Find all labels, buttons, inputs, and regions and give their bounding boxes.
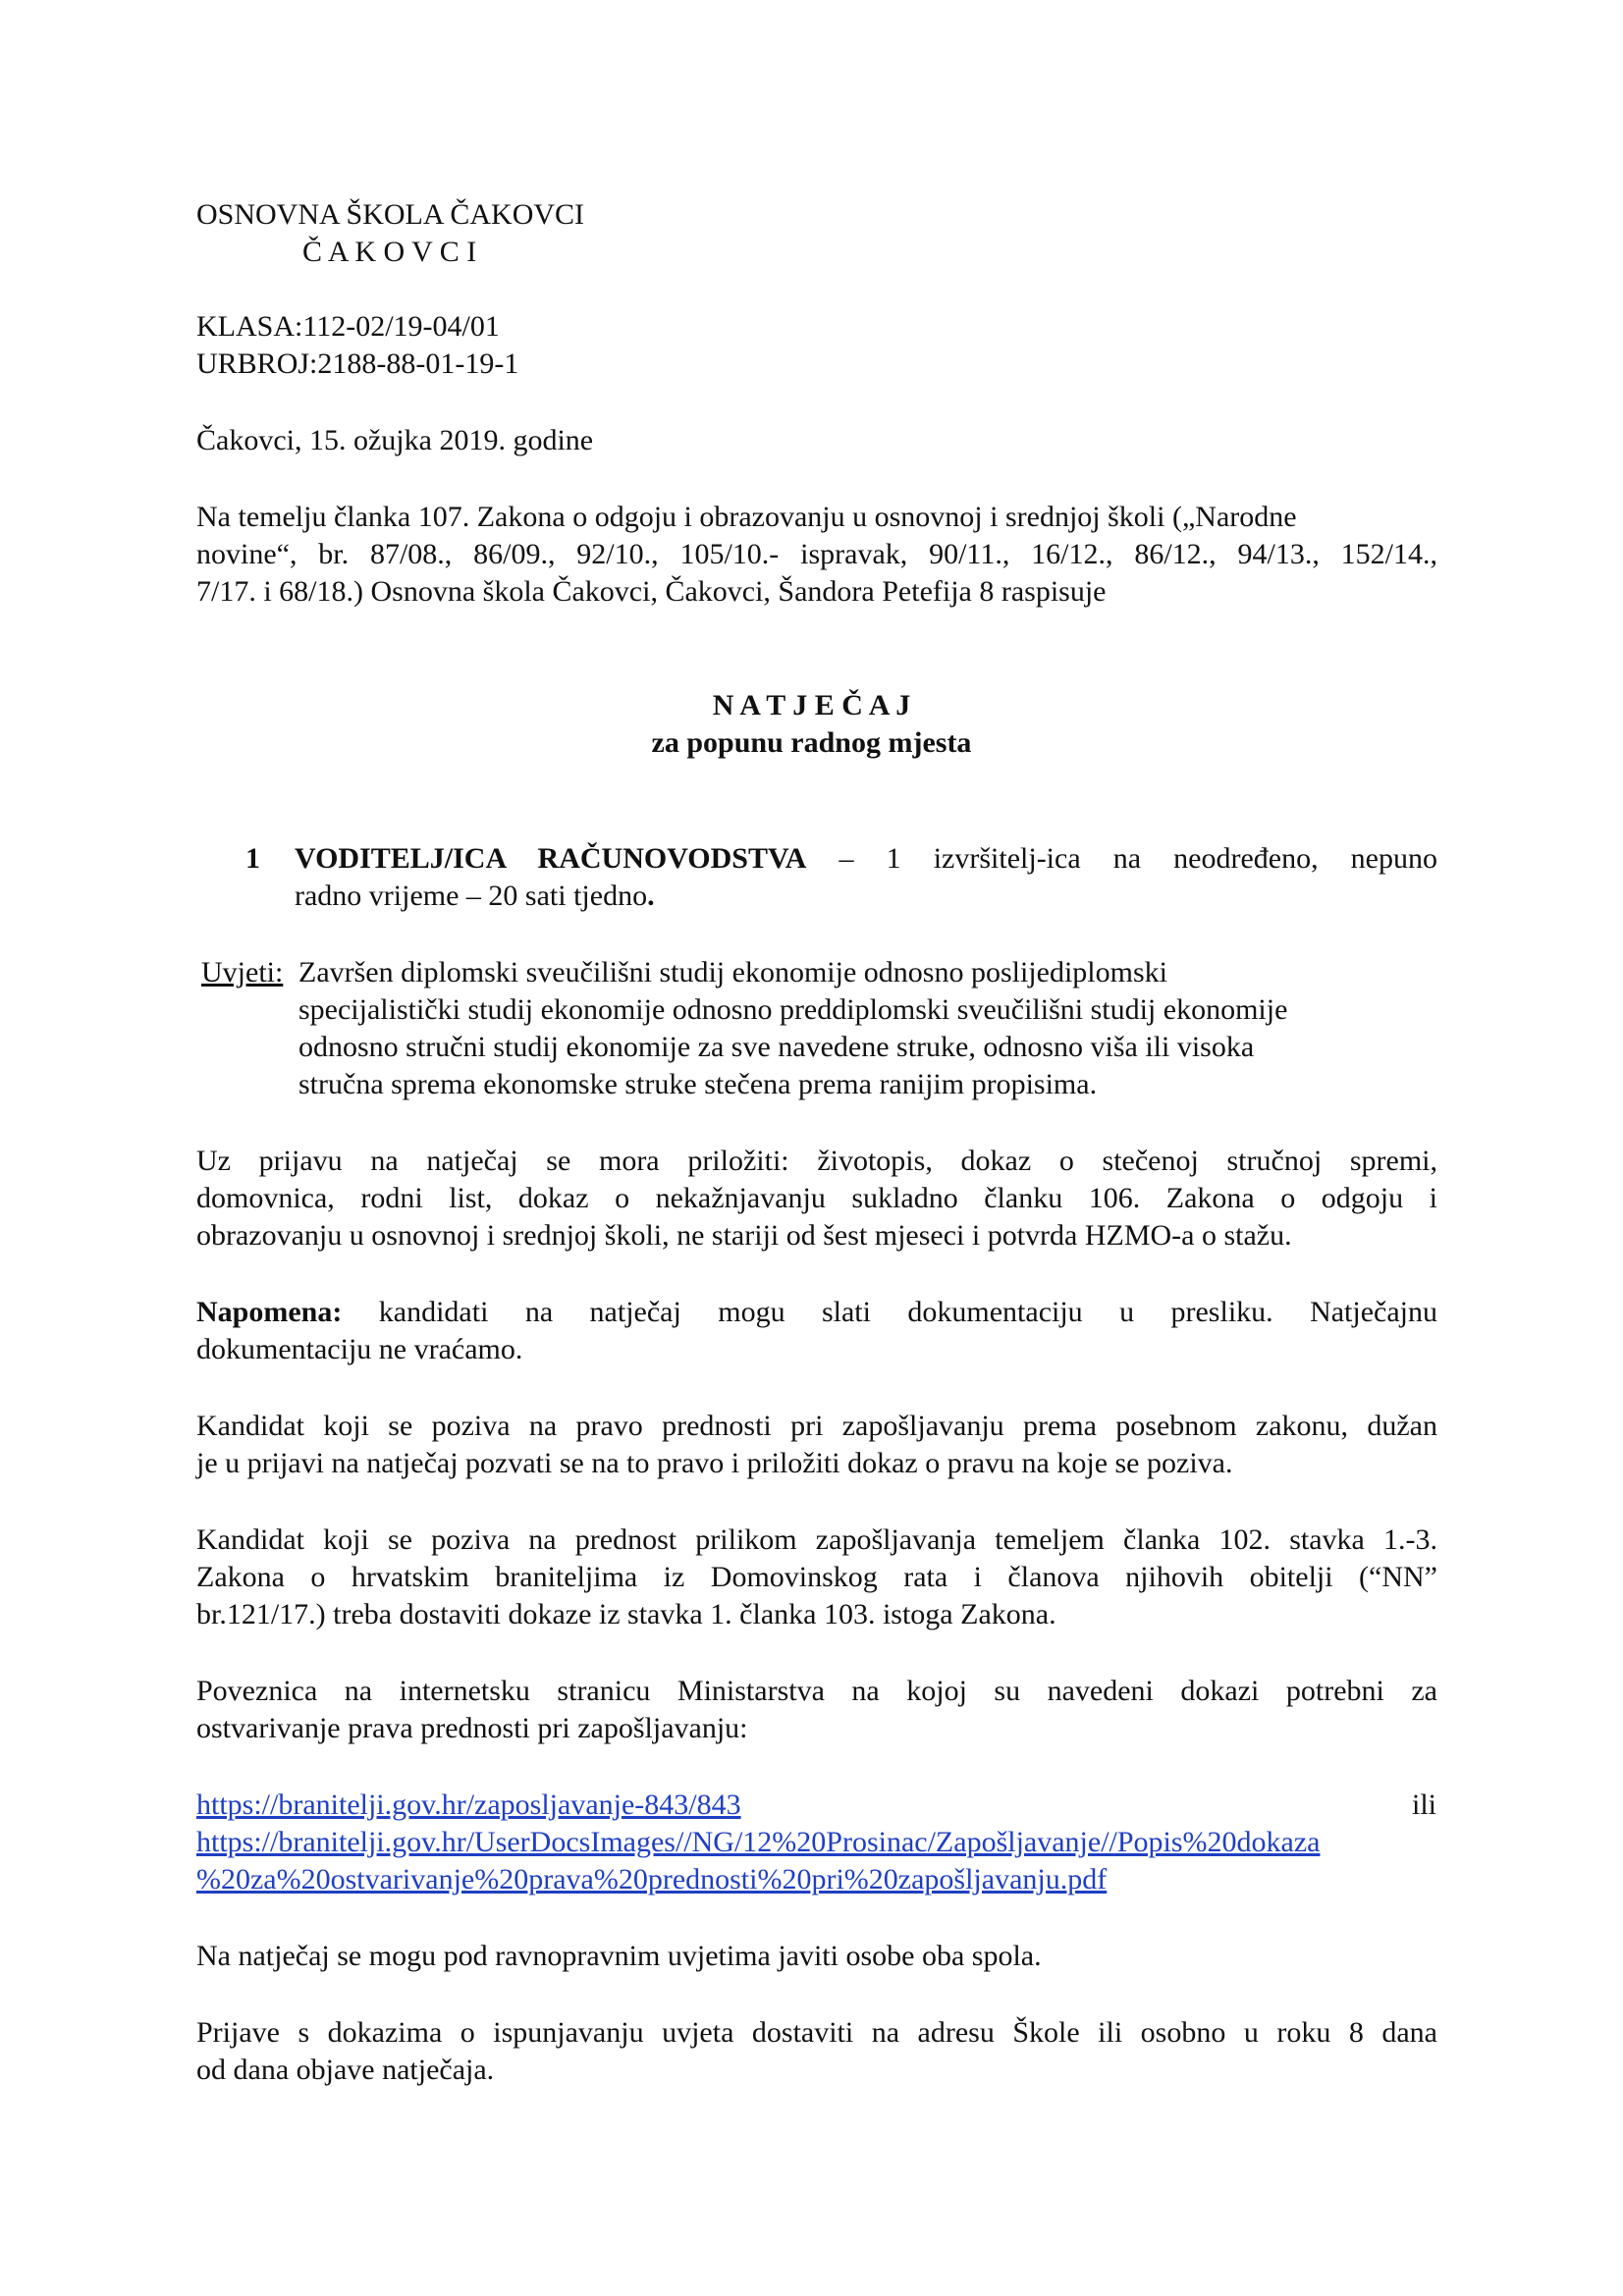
evidence-list-link[interactable]	[196, 1861, 1107, 1898]
urbroj: URBROJ:2188-88-01-19-1	[196, 347, 519, 380]
conditions-label: Uvjeti:	[201, 956, 284, 988]
priority-line: je u prijavi na natječaj pozvati se na to pravo i priložiti dokaz o pravu na koje se poziva.	[196, 1447, 1233, 1479]
position-line	[295, 840, 1437, 878]
position-number: 1	[245, 842, 260, 875]
intro-line: Na temelju članka 107. Zakona o odgoju i obrazovanju u osnovnoj i srednjoj školi („Narodne	[196, 501, 1297, 533]
note-line: Napomena: kandidati na natječaj mogu slati dokumentaciju u presliku. Natječajnu	[196, 1296, 1438, 1328]
attachments-line: obrazovanju u osnovnoj i srednjoj školi, ne stariji od šest mjeseci i potvrda HZMO-a o stažu.	[196, 1219, 1292, 1252]
ministry-link[interactable]	[196, 1787, 741, 1824]
conditions-line: Završen diplomski sveučilišni studij ekonomije odnosno poslijediplomski	[298, 956, 1167, 988]
note-line: dokumentaciju ne vraćamo.	[196, 1333, 523, 1365]
link-intro-line: Poveznica na internetsku stranicu Ministarstva na kojoj su navedeni dokazi potrebni za	[196, 1675, 1437, 1707]
veterans-line: br.121/17.) treba dostaviti dokaze iz stavka 1. članka 103. istoga Zakona.	[196, 1598, 1056, 1630]
position-line: radno vrijeme – 20 sati tjedno.	[295, 880, 655, 912]
link-intro-line: ostvarivanje prava prednosti pri zapošljavanju:	[196, 1712, 748, 1744]
position-hours: radno vrijeme – 20 sati tjedno	[295, 880, 648, 912]
evidence-list-link-anchor[interactable]: https://branitelji.gov.hr/UserDocsImages//NG/12%20Prosinac/Zapošljavanje//Popis%20dokaza	[196, 1826, 1321, 1858]
evidence-list-link[interactable]	[196, 1824, 1321, 1861]
school-name: OSNOVNA ŠKOLA ČAKOVCI	[196, 198, 585, 231]
conditions-line: odnosno stručni studij ekonomije za sve navedene struke, odnosno viša ili visoka	[298, 1031, 1255, 1063]
conditions-line: stručna sprema ekonomske struke stečena prema ranijim propisima.	[298, 1068, 1098, 1100]
or-word: ili	[1412, 1789, 1437, 1821]
submission-line: od dana objave natječaja.	[196, 2054, 495, 2086]
position-name: VODITELJ/ICA RAČUNOVODSTVA	[295, 842, 807, 875]
evidence-list-link-anchor[interactable]: %20za%20ostvarivanje%20prava%20prednosti%20pri%20zapošljavanju.pdf	[196, 1863, 1108, 1896]
priority-line: Kandidat koji se poziva na pravo prednosti pri zapošljavanju prema posebnom zakonu, dužan	[196, 1410, 1437, 1442]
intro-line: novine“, br. 87/08., 86/09., 92/10., 105/10.- ispravak, 90/11., 16/12., 86/12., 94/13., 152/14.,	[196, 538, 1437, 570]
klasa: KLASA:112-02/19-04/01	[196, 310, 500, 343]
submission-line: Prijave s dokazima o ispunjavanju uvjeta dostaviti na adresu Škole ili osobno u roku 8 dana	[196, 2016, 1437, 2049]
veterans-line: Zakona o hrvatskim braniteljima iz Domovinskog rata i članova njihovih obitelji (“NN”	[196, 1561, 1437, 1593]
position-details: – 1 izvršitelj-ica na neodređeno, nepuno	[839, 842, 1437, 875]
veterans-line: Kandidat koji se poziva na prednost prilikom zapošljavanja temeljem članka 102. stavka 1.-3.	[196, 1523, 1437, 1556]
attachments-line: Uz prijavu na natječaj se mora priložiti: životopis, dokaz o stečenoj stručnoj spremi,	[196, 1145, 1437, 1177]
note-label: Napomena:	[196, 1296, 343, 1328]
equality-statement: Na natječaj se mogu pod ravnopravnim uvjetima javiti osobe oba spola.	[196, 1940, 1042, 1972]
intro-line: 7/17. i 68/18.) Osnovna škola Čakovci, Čakovci, Šandora Petefija 8 raspisuje	[196, 575, 1107, 608]
document-date: Čakovci, 15. ožujka 2019. godine	[196, 424, 594, 456]
conditions-line: specijalistički studij ekonomije odnosno preddiplomski sveučilišni studij ekonomije	[298, 993, 1288, 1026]
ministry-link-anchor[interactable]: https://branitelji.gov.hr/zaposljavanje-843/843	[196, 1789, 741, 1821]
document-title: N A T J E Č A J	[712, 689, 911, 721]
school-place: Č A K O V C I	[302, 236, 477, 268]
attachments-line: domovnica, rodni list, dokaz o nekažnjavanju sukladno članku 106. Zakona o odgoju i	[196, 1182, 1437, 1214]
document-subtitle: za popunu radnog mjesta	[651, 726, 972, 759]
